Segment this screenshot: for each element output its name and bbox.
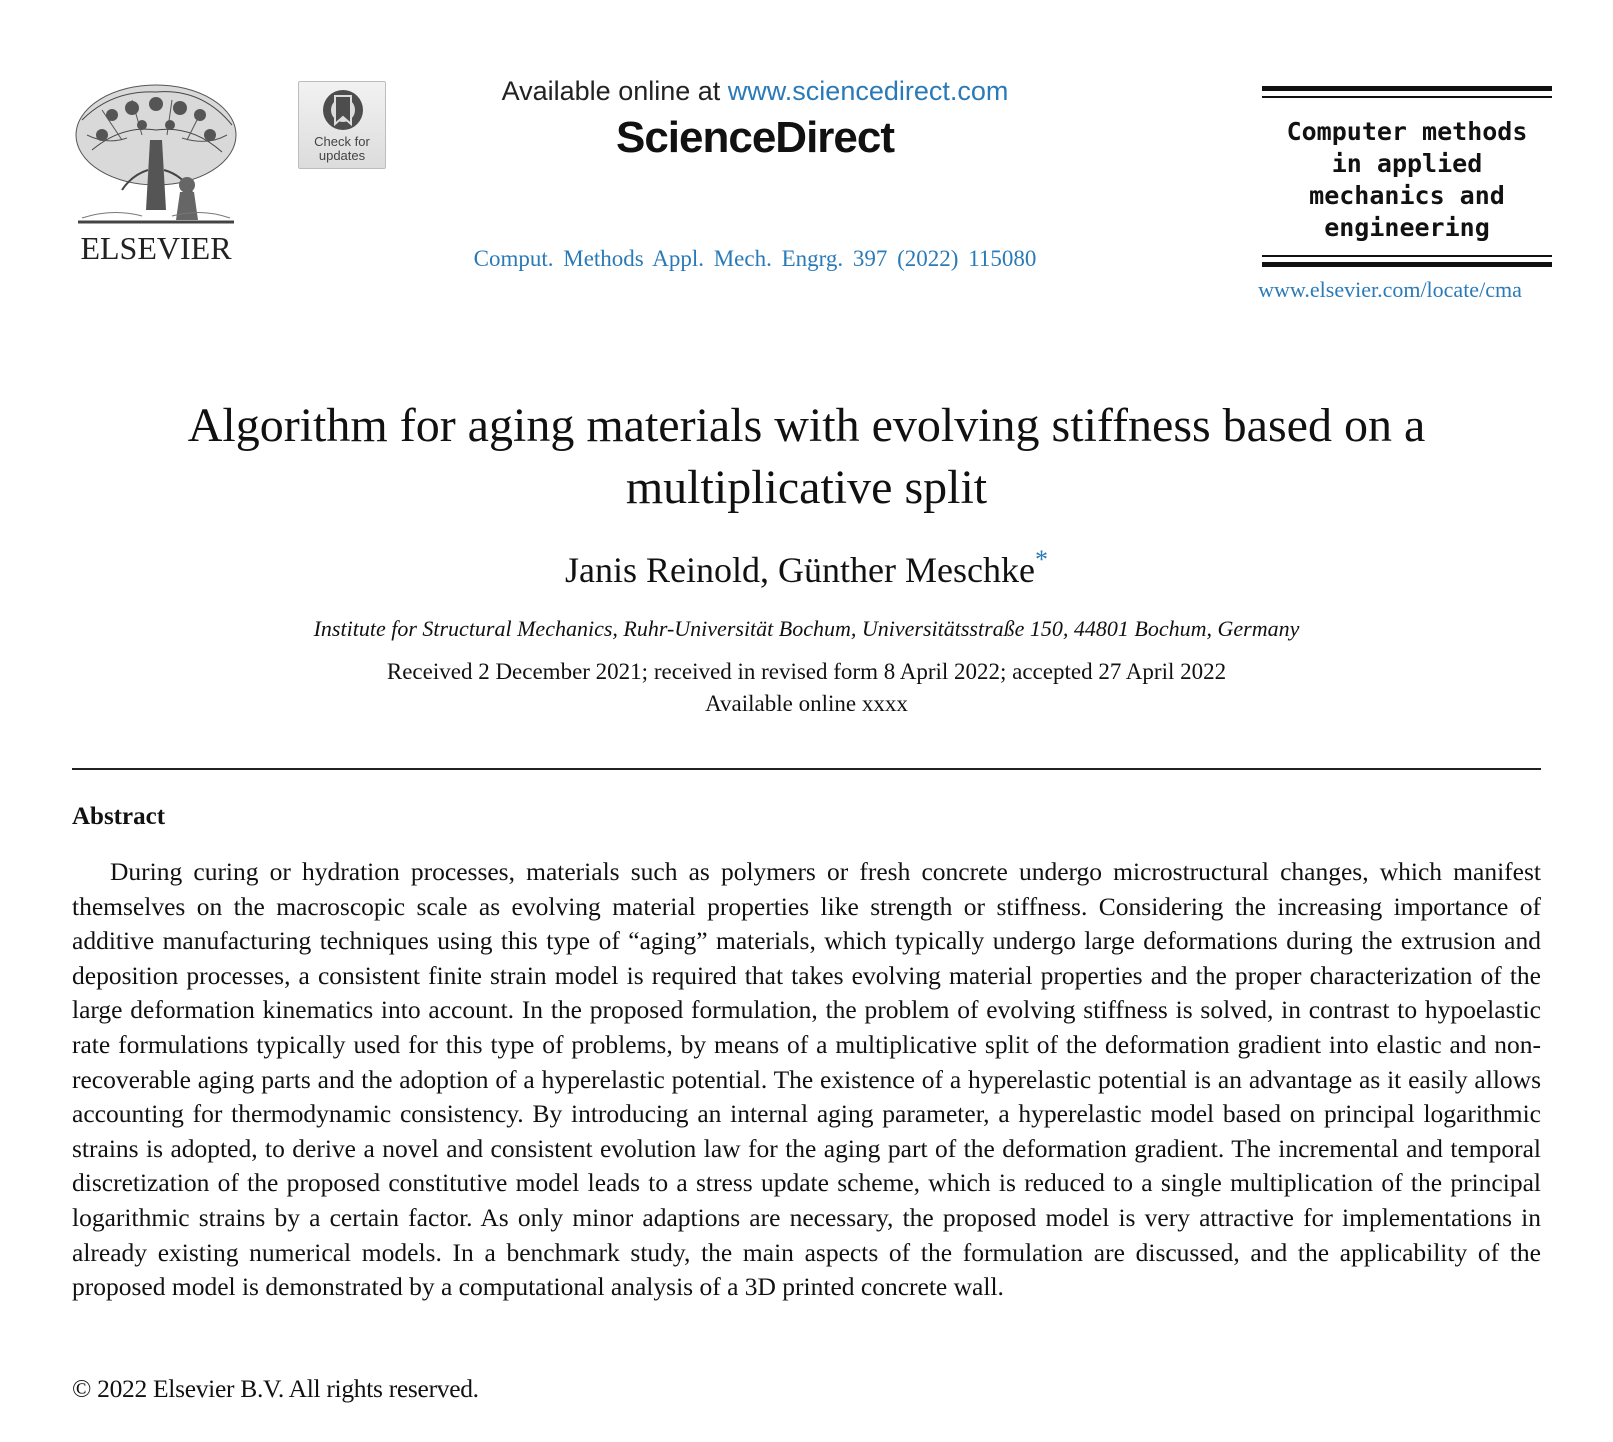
available-online-header [380, 76, 1130, 107]
check-for-updates-label: Check for updates [314, 134, 370, 163]
paper-title: Algorithm for aging materials with evolving stiffness based on a multiplicative split [187, 399, 1426, 514]
journal-name-line: Computer methods [1286, 117, 1528, 146]
bookmark-ring-icon [321, 88, 365, 132]
copyright-notice: © 2022 Elsevier B.V. All rights reserved. [72, 1374, 479, 1403]
journal-top-rule-thin [1262, 96, 1552, 98]
available-online-prefix: Available online at [501, 76, 721, 106]
journal-bottom-rule-thick [1262, 262, 1552, 267]
check-for-updates-button[interactable] [298, 81, 386, 169]
journal-name-line: in applied [1331, 149, 1483, 178]
sciencedirect-link[interactable]: www.sciencedirect.com [727, 76, 1009, 106]
author-affiliation: Institute for Structural Mechanics, Ruhr-Universität Bochum, Universitätsstraße 150, 44801 Bochum, Germany [313, 616, 1300, 641]
sciencedirect-logo[interactable]: ScienceDirect [615, 113, 895, 162]
corresponding-author-marker[interactable]: * [1034, 545, 1048, 574]
elsevier-wordmark: ELSEVIER [80, 230, 232, 266]
journal-citation-link[interactable]: Comput. Methods Appl. Mech. Engrg. 397 (2022) 115080 [473, 246, 1037, 271]
journal-name-line: engineering [1324, 213, 1490, 242]
available-online-date: Available online xxxx [705, 691, 908, 716]
journal-name [1262, 116, 1552, 244]
journal-top-rule-thick [1262, 86, 1552, 91]
abstract-body: During curing or hydration processes, materials such as polymers or fresh concrete undergo microstructural changes, which manifest themselves on the macroscopic scale as evolving material properties like strength or stiffness. Considering the increasing importance of additive manufacturing techniques using this type of “aging” materials, which typically undergo large deformations during the extrusion and deposition processes, a consistent finite strain model is required that takes evolving material properties and the proper characterization of the large deformation kinematics into account. In the proposed formulation, the problem of evolving stiffness is solved, in contrast to hypoelastic rate formulations typically used for this type of problems, by means of a multiplicative split of the deformation gradient into elastic and non-recoverable aging parts and the adoption of a hyperelastic potential. The existence of a hyperelastic potential is an advantage as it easily allows accounting for thermodynamic consistency. By introducing an internal aging parameter, a hyperelastic model based on principal logarithmic strains is adopted, to derive a novel and consistent evolution law for the aging part of the deformation gradient. The incremental and temporal discretization of the proposed constitutive model leads to a stress update scheme, which is reduced to a single multiplication of the principal logarithmic strains by a certain factor. As only minor adaptions are necessary, the proposed model is very attractive for implementations in already existing numerical models. In a benchmark study, the main aspects of the formulation are discussed, and the applicability of the proposed model is demonstrated by a computational analysis of a 3D printed concrete wall. [72, 857, 1541, 1302]
journal-name-line: mechanics and [1309, 181, 1505, 210]
abstract-heading: Abstract [72, 803, 166, 830]
journal-homepage-link[interactable]: www.elsevier.com/locate/cma [1258, 277, 1522, 302]
author-list [110, 545, 1503, 591]
section-divider [72, 768, 1541, 770]
journal-bottom-rule-thin [1262, 255, 1552, 257]
authors-text: Janis Reinold, Günther Meschke [565, 550, 1035, 590]
received-dates: Received 2 December 2021; received in revised form 8 April 2022; accepted 27 April 2022 [386, 659, 1227, 684]
